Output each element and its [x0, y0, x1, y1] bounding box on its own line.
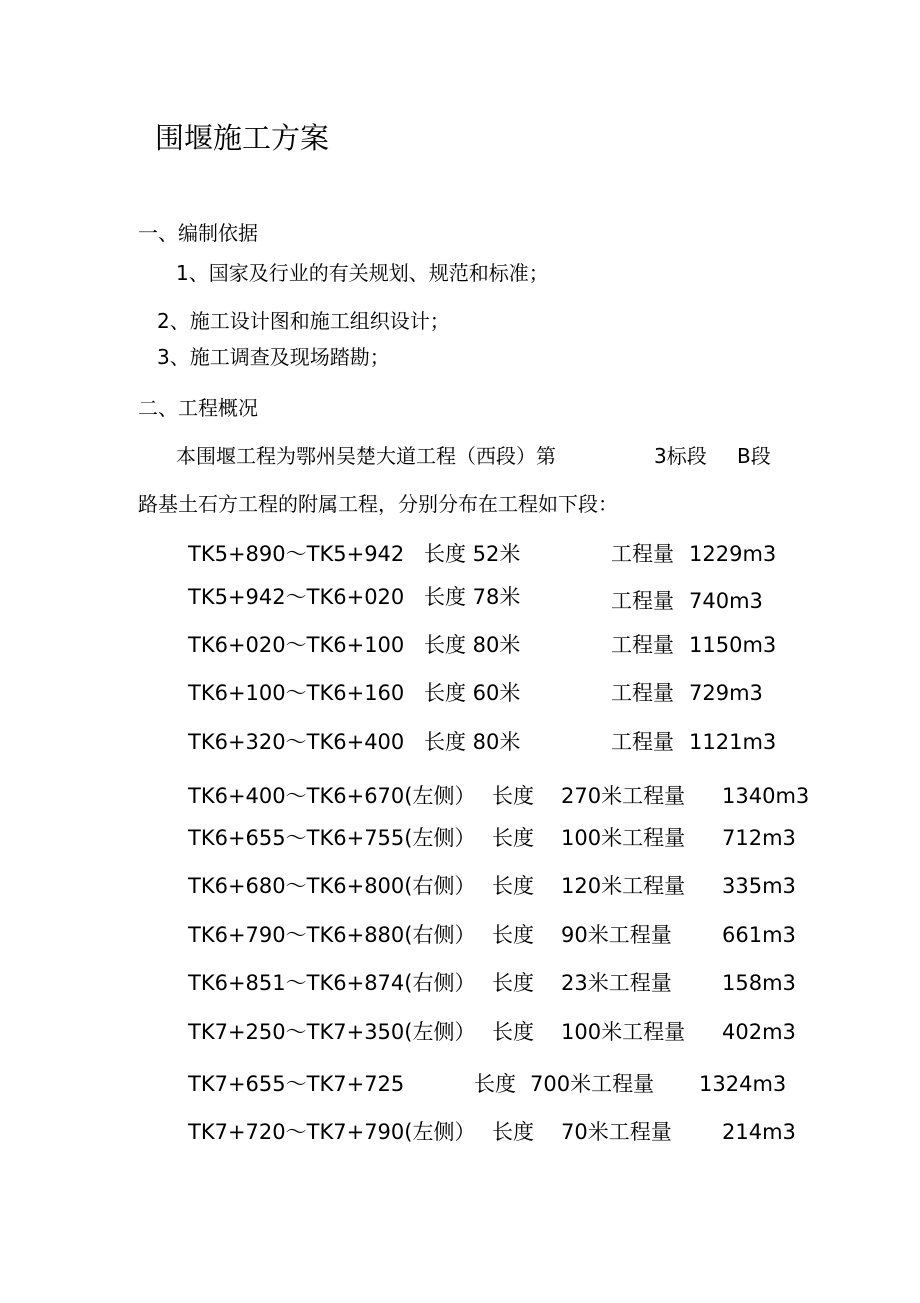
- segment-quantity-label: 120米工程量: [561, 874, 686, 898]
- segment-row: [0, 628, 920, 662]
- segment-range: TK5+890～TK5+942: [188, 542, 405, 566]
- segment-length: 长度 60米: [424, 681, 521, 705]
- segment-range: TK7+720～TK7+790(左侧）: [188, 1120, 476, 1144]
- segment-length: 长度: [492, 1120, 534, 1144]
- segment-quantity: 1324m3: [699, 1072, 787, 1096]
- segment-row: [0, 1015, 920, 1049]
- segment-quantity: 712m3: [722, 826, 796, 850]
- segment-range: TK7+655～TK7+725: [188, 1072, 405, 1096]
- segment-length: 长度: [492, 1020, 534, 1044]
- overview-text-line-2: 路基土石方工程的附属工程，分别分布在工程如下段：: [138, 492, 618, 516]
- segment-length: 长度: [492, 826, 534, 850]
- segment-quantity: 740m3: [689, 589, 763, 613]
- segment-row: [0, 779, 920, 813]
- segment-range: TK6+680～TK6+800(右侧）: [188, 874, 476, 898]
- segment-quantity-label: 70米工程量: [561, 1120, 672, 1144]
- segment-quantity: 158m3: [722, 971, 796, 995]
- segment-length: 长度: [492, 784, 534, 808]
- segment-length: 长度: [474, 1072, 516, 1096]
- segment-quantity-label: 工程量: [611, 681, 674, 705]
- segment-length: 长度 52米: [424, 542, 521, 566]
- segment-range: TK7+250～TK7+350(左侧）: [188, 1020, 476, 1044]
- segment-quantity: 1229m3: [689, 542, 777, 566]
- segment-row: [0, 537, 920, 571]
- basis-item-3: 3、施工调查及现场踏勘；: [157, 345, 390, 369]
- segment-quantity: 1340m3: [722, 784, 810, 808]
- segment-row: [0, 1115, 920, 1149]
- segment-range: TK5+942～TK6+020: [188, 585, 405, 609]
- basis-item-2: 2、施工设计图和施工组织设计；: [157, 309, 450, 333]
- segment-quantity: 729m3: [689, 681, 763, 705]
- segment-row: [0, 869, 920, 903]
- segment-row: [0, 725, 920, 759]
- overview-text-part-2: 3标段: [654, 444, 707, 468]
- segment-quantity-label: 工程量: [611, 633, 674, 657]
- segment-quantity-label: 270米工程量: [561, 784, 686, 808]
- segment-quantity: 402m3: [722, 1020, 796, 1044]
- segment-length: 长度 80米: [424, 633, 521, 657]
- segment-quantity-label: 工程量: [611, 730, 674, 754]
- segment-row: [0, 1067, 920, 1101]
- overview-text-part-3: B段: [737, 444, 771, 468]
- segment-quantity-label: 100米工程量: [561, 1020, 686, 1044]
- segment-length: 长度: [492, 971, 534, 995]
- segment-quantity: 214m3: [722, 1120, 796, 1144]
- segment-range: TK6+020～TK6+100: [188, 633, 405, 657]
- section-heading-basis: 一、编制依据: [138, 221, 258, 245]
- segment-quantity-label: 23米工程量: [561, 971, 672, 995]
- segment-range: TK6+790～TK6+880(右侧）: [188, 923, 476, 947]
- segment-quantity: 1150m3: [689, 633, 777, 657]
- segment-quantity-label: 工程量: [611, 542, 674, 566]
- segment-range: TK6+851～TK6+874(右侧）: [188, 971, 476, 995]
- basis-item-1: 1、国家及行业的有关规划、规范和标准；: [176, 261, 549, 285]
- segment-length: 长度: [492, 923, 534, 947]
- segment-quantity: 661m3: [722, 923, 796, 947]
- segment-length: 长度: [492, 874, 534, 898]
- segment-quantity-label: 工程量: [611, 589, 674, 613]
- segment-quantity-label: 100米工程量: [561, 826, 686, 850]
- segment-quantity: 335m3: [722, 874, 796, 898]
- segment-length: 长度 78米: [424, 585, 521, 609]
- segment-range: TK6+655～TK6+755(左侧）: [188, 826, 476, 850]
- segment-row: [0, 676, 920, 710]
- overview-text-part-1: 本围堰工程为鄂州吴楚大道工程（西段）第: [176, 444, 556, 468]
- segment-range: TK6+400～TK6+670(左侧）: [188, 784, 476, 808]
- segment-quantity-label: 700米工程量: [530, 1072, 655, 1096]
- segment-range: TK6+100～TK6+160: [188, 681, 405, 705]
- document-title: 围堰施工方案: [155, 121, 330, 155]
- segment-length: 长度 80米: [424, 730, 521, 754]
- segment-row: [0, 966, 920, 1000]
- segment-row: [0, 580, 920, 614]
- section-heading-overview: 二、工程概况: [138, 396, 258, 420]
- segment-row: [0, 821, 920, 855]
- segment-row: [0, 918, 920, 952]
- segment-quantity-label: 90米工程量: [561, 923, 672, 947]
- segment-quantity: 1121m3: [689, 730, 777, 754]
- segment-range: TK6+320～TK6+400: [188, 730, 405, 754]
